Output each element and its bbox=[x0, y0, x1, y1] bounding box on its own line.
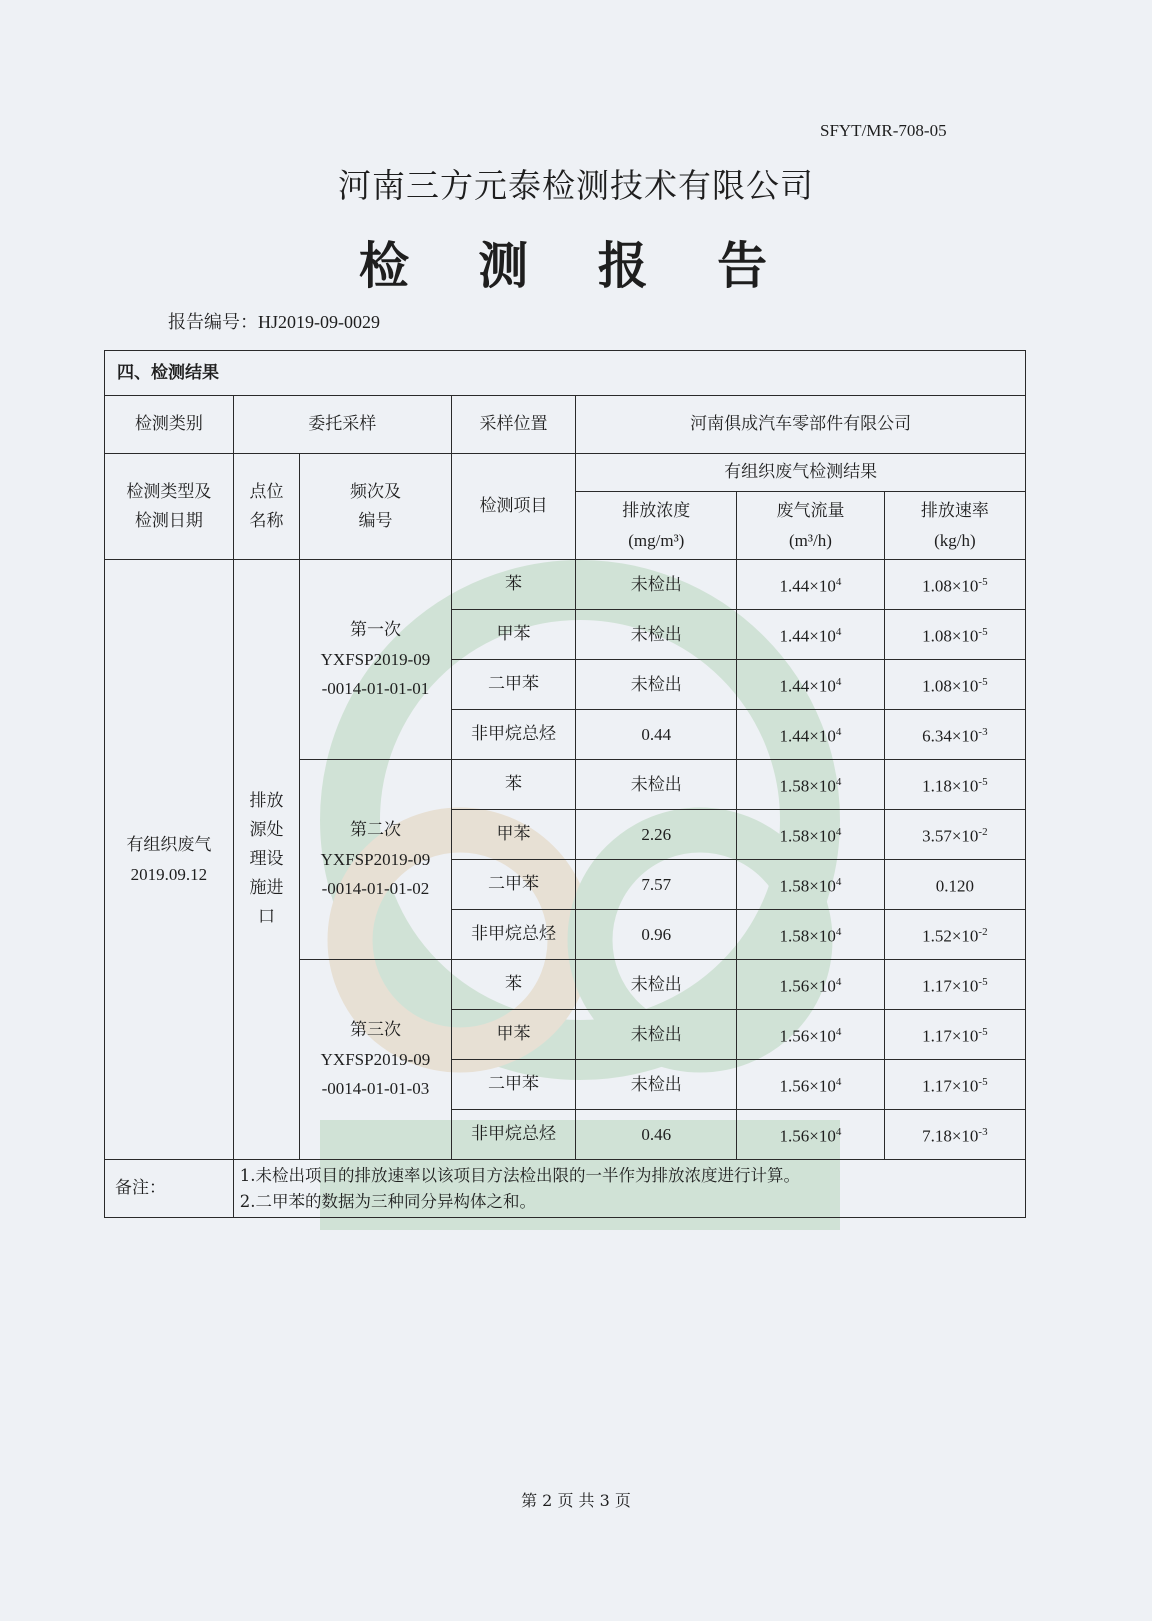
rate-mantissa: 1.08×10 bbox=[922, 676, 979, 696]
flow-exponent: 4 bbox=[835, 576, 842, 589]
header-item: 检测项目 bbox=[451, 454, 576, 560]
flow-exponent: 4 bbox=[835, 676, 842, 689]
rate-exponent: -5 bbox=[978, 776, 988, 789]
rate-mantissa: 1.17×10 bbox=[922, 976, 979, 996]
notes-label: 备注： bbox=[105, 1160, 234, 1218]
page-footer: 第 2 页 共 3 页 bbox=[521, 1491, 631, 1510]
edge-stamp-marks bbox=[1138, 480, 1148, 660]
item-cell: 苯 bbox=[451, 560, 576, 610]
frequency-label: 第一次 bbox=[349, 620, 401, 640]
item-cell: 苯 bbox=[451, 760, 576, 810]
header-conc-label: 排放浓度 bbox=[622, 500, 691, 521]
point-name-line: 排放 bbox=[249, 791, 284, 811]
rate-exponent: -2 bbox=[978, 926, 988, 939]
point-name-line: 理设 bbox=[249, 849, 284, 869]
header-rate bbox=[884, 492, 1025, 560]
frequency-cell bbox=[300, 560, 452, 760]
flow-cell bbox=[737, 760, 884, 810]
rate-cell bbox=[884, 660, 1025, 710]
rate-cell bbox=[884, 860, 1025, 910]
location-value: 河南俱成汽车零部件有限公司 bbox=[576, 396, 1026, 454]
concentration-cell: 未检出 bbox=[576, 610, 737, 660]
date-line: 2019.09.12 bbox=[130, 864, 208, 884]
flow-mantissa: 1.44×10 bbox=[779, 726, 836, 746]
document-code: SFYT/MR-708-05 bbox=[820, 121, 947, 140]
flow-cell bbox=[737, 1010, 884, 1060]
point-name-line: 口 bbox=[257, 907, 275, 927]
item-cell: 非甲烷总烃 bbox=[451, 1110, 576, 1160]
flow-mantissa: 1.58×10 bbox=[779, 926, 836, 946]
report-title: 检 测 报 告 bbox=[358, 236, 794, 295]
flow-cell bbox=[737, 610, 884, 660]
frequency-label: 第三次 bbox=[349, 1020, 401, 1040]
rate-cell bbox=[884, 810, 1025, 860]
header-point-line1: 点位 bbox=[249, 481, 284, 502]
concentration-cell: 7.57 bbox=[576, 860, 737, 910]
header-frequency bbox=[300, 454, 452, 560]
flow-mantissa: 1.44×10 bbox=[779, 676, 836, 696]
rate-mantissa: 0.120 bbox=[935, 876, 974, 896]
rate-exponent: -3 bbox=[978, 1126, 988, 1139]
rate-mantissa: 3.57×10 bbox=[922, 826, 979, 846]
rate-mantissa: 1.17×10 bbox=[922, 1076, 979, 1096]
rate-mantissa: 1.08×10 bbox=[922, 626, 979, 646]
type-line: 有组织废气 bbox=[126, 834, 212, 855]
location-label: 采样位置 bbox=[451, 396, 576, 454]
flow-mantissa: 1.58×10 bbox=[779, 776, 836, 796]
results-table bbox=[104, 350, 1026, 1218]
item-cell: 非甲烷总烃 bbox=[451, 910, 576, 960]
flow-mantissa: 1.58×10 bbox=[779, 826, 836, 846]
rate-cell bbox=[884, 760, 1025, 810]
header-freq-line2: 编号 bbox=[358, 510, 393, 531]
table-row bbox=[105, 560, 1026, 610]
frequency-cell bbox=[300, 960, 452, 1160]
flow-cell bbox=[737, 960, 884, 1010]
company-name: 河南三方元泰检测技术有限公司 bbox=[338, 166, 814, 205]
note-line-2: 2.二甲苯的数据为三种同分异构体之和。 bbox=[239, 1191, 536, 1211]
rate-cell bbox=[884, 610, 1025, 660]
report-number-label: 报告编号： bbox=[168, 312, 258, 332]
concentration-cell: 未检出 bbox=[576, 760, 737, 810]
item-cell: 甲苯 bbox=[451, 810, 576, 860]
flow-mantissa: 1.44×10 bbox=[779, 576, 836, 596]
flow-exponent: 4 bbox=[835, 776, 842, 789]
flow-mantissa: 1.56×10 bbox=[779, 976, 836, 996]
flow-exponent: 4 bbox=[835, 826, 842, 839]
flow-exponent: 4 bbox=[835, 1026, 842, 1039]
sample-id-line2: -0014-01-01-02 bbox=[321, 879, 430, 898]
flow-mantissa: 1.58×10 bbox=[779, 876, 836, 896]
frequency-label: 第二次 bbox=[349, 820, 401, 840]
rate-mantissa: 1.08×10 bbox=[922, 576, 979, 596]
rate-mantissa: 1.17×10 bbox=[922, 1026, 979, 1046]
flow-mantissa: 1.56×10 bbox=[779, 1026, 836, 1046]
rate-cell bbox=[884, 710, 1025, 760]
rate-exponent: -5 bbox=[978, 1076, 988, 1089]
flow-cell bbox=[737, 660, 884, 710]
flow-exponent: 4 bbox=[835, 876, 842, 889]
point-name-line: 源处 bbox=[249, 820, 284, 840]
header-concentration bbox=[576, 492, 737, 560]
item-cell: 非甲烷总烃 bbox=[451, 710, 576, 760]
item-cell: 二甲苯 bbox=[451, 660, 576, 710]
flow-mantissa: 1.56×10 bbox=[779, 1076, 836, 1096]
flow-exponent: 4 bbox=[835, 1126, 842, 1139]
flow-cell bbox=[737, 810, 884, 860]
header-point-line2: 名称 bbox=[249, 510, 284, 531]
concentration-cell: 0.44 bbox=[576, 710, 737, 760]
rate-cell bbox=[884, 910, 1025, 960]
item-cell: 苯 bbox=[451, 960, 576, 1010]
sample-id-line2: -0014-01-01-01 bbox=[321, 679, 430, 698]
flow-exponent: 4 bbox=[835, 1076, 842, 1089]
rate-exponent: -5 bbox=[978, 576, 988, 589]
header-rate-label: 排放速率 bbox=[920, 500, 989, 521]
concentration-cell: 0.46 bbox=[576, 1110, 737, 1160]
flow-mantissa: 1.44×10 bbox=[779, 626, 836, 646]
flow-exponent: 4 bbox=[835, 626, 842, 639]
category-value: 委托采样 bbox=[233, 396, 451, 454]
flow-cell bbox=[737, 710, 884, 760]
rate-cell bbox=[884, 960, 1025, 1010]
rate-exponent: -5 bbox=[978, 1026, 988, 1039]
header-flow-label: 废气流量 bbox=[776, 500, 845, 521]
rate-mantissa: 6.34×10 bbox=[922, 726, 979, 746]
notes-row bbox=[105, 1160, 1026, 1218]
rate-cell bbox=[884, 1110, 1025, 1160]
flow-cell bbox=[737, 560, 884, 610]
item-cell: 二甲苯 bbox=[451, 1060, 576, 1110]
header-results-group: 有组织废气检测结果 bbox=[576, 454, 1026, 492]
flow-cell bbox=[737, 1060, 884, 1110]
rate-mantissa: 1.52×10 bbox=[922, 926, 979, 946]
point-name-cell bbox=[233, 560, 299, 1160]
sample-id-line1: YXFSP2019-09 bbox=[320, 1050, 431, 1069]
flow-cell bbox=[737, 1110, 884, 1160]
report-number bbox=[168, 308, 380, 334]
flow-exponent: 4 bbox=[835, 976, 842, 989]
concentration-cell: 未检出 bbox=[576, 960, 737, 1010]
point-name-line: 施进 bbox=[249, 878, 284, 898]
concentration-cell: 未检出 bbox=[576, 560, 737, 610]
sample-id-line1: YXFSP2019-09 bbox=[320, 850, 431, 869]
rate-exponent: -2 bbox=[978, 826, 988, 839]
item-cell: 二甲苯 bbox=[451, 860, 576, 910]
flow-cell bbox=[737, 860, 884, 910]
concentration-cell: 未检出 bbox=[576, 1010, 737, 1060]
section-title: 四、检测结果 bbox=[105, 351, 1026, 396]
rate-cell bbox=[884, 1060, 1025, 1110]
header-flow-unit: (m³/h) bbox=[789, 530, 832, 550]
concentration-cell: 未检出 bbox=[576, 1060, 737, 1110]
flow-cell bbox=[737, 910, 884, 960]
rate-exponent: -5 bbox=[978, 626, 988, 639]
concentration-cell: 未检出 bbox=[576, 660, 737, 710]
rate-mantissa: 7.18×10 bbox=[922, 1126, 979, 1146]
header-freq-line1: 频次及 bbox=[349, 481, 401, 502]
header-flow bbox=[737, 492, 884, 560]
notes-content bbox=[233, 1160, 1025, 1218]
flow-exponent: 4 bbox=[835, 726, 842, 739]
rate-exponent: -3 bbox=[978, 726, 988, 739]
rate-cell bbox=[884, 560, 1025, 610]
category-label: 检测类别 bbox=[105, 396, 234, 454]
frequency-cell bbox=[300, 760, 452, 960]
flow-exponent: 4 bbox=[835, 926, 842, 939]
item-cell: 甲苯 bbox=[451, 1010, 576, 1060]
concentration-cell: 2.26 bbox=[576, 810, 737, 860]
rate-exponent: -5 bbox=[978, 676, 988, 689]
rate-exponent: -5 bbox=[978, 976, 988, 989]
rate-mantissa: 1.18×10 bbox=[922, 776, 979, 796]
type-date-cell bbox=[105, 560, 234, 1160]
sample-id-line2: -0014-01-01-03 bbox=[321, 1079, 430, 1098]
note-line-1: 1.未检出项目的排放速率以该项目方法检出限的一半作为排放浓度进行计算。 bbox=[239, 1165, 800, 1185]
header-conc-unit: (mg/m³) bbox=[628, 530, 685, 550]
report-number-value: HJ2019-09-0029 bbox=[258, 312, 380, 332]
header-date-line: 检测日期 bbox=[134, 510, 203, 531]
header-type-line: 检测类型及 bbox=[126, 481, 212, 502]
header-rate-unit: (kg/h) bbox=[934, 530, 976, 550]
header-type-date bbox=[105, 454, 234, 560]
header-point bbox=[233, 454, 299, 560]
rate-cell bbox=[884, 1010, 1025, 1060]
item-cell: 甲苯 bbox=[451, 610, 576, 660]
sample-id-line1: YXFSP2019-09 bbox=[320, 650, 431, 669]
concentration-cell: 0.96 bbox=[576, 910, 737, 960]
flow-mantissa: 1.56×10 bbox=[779, 1126, 836, 1146]
